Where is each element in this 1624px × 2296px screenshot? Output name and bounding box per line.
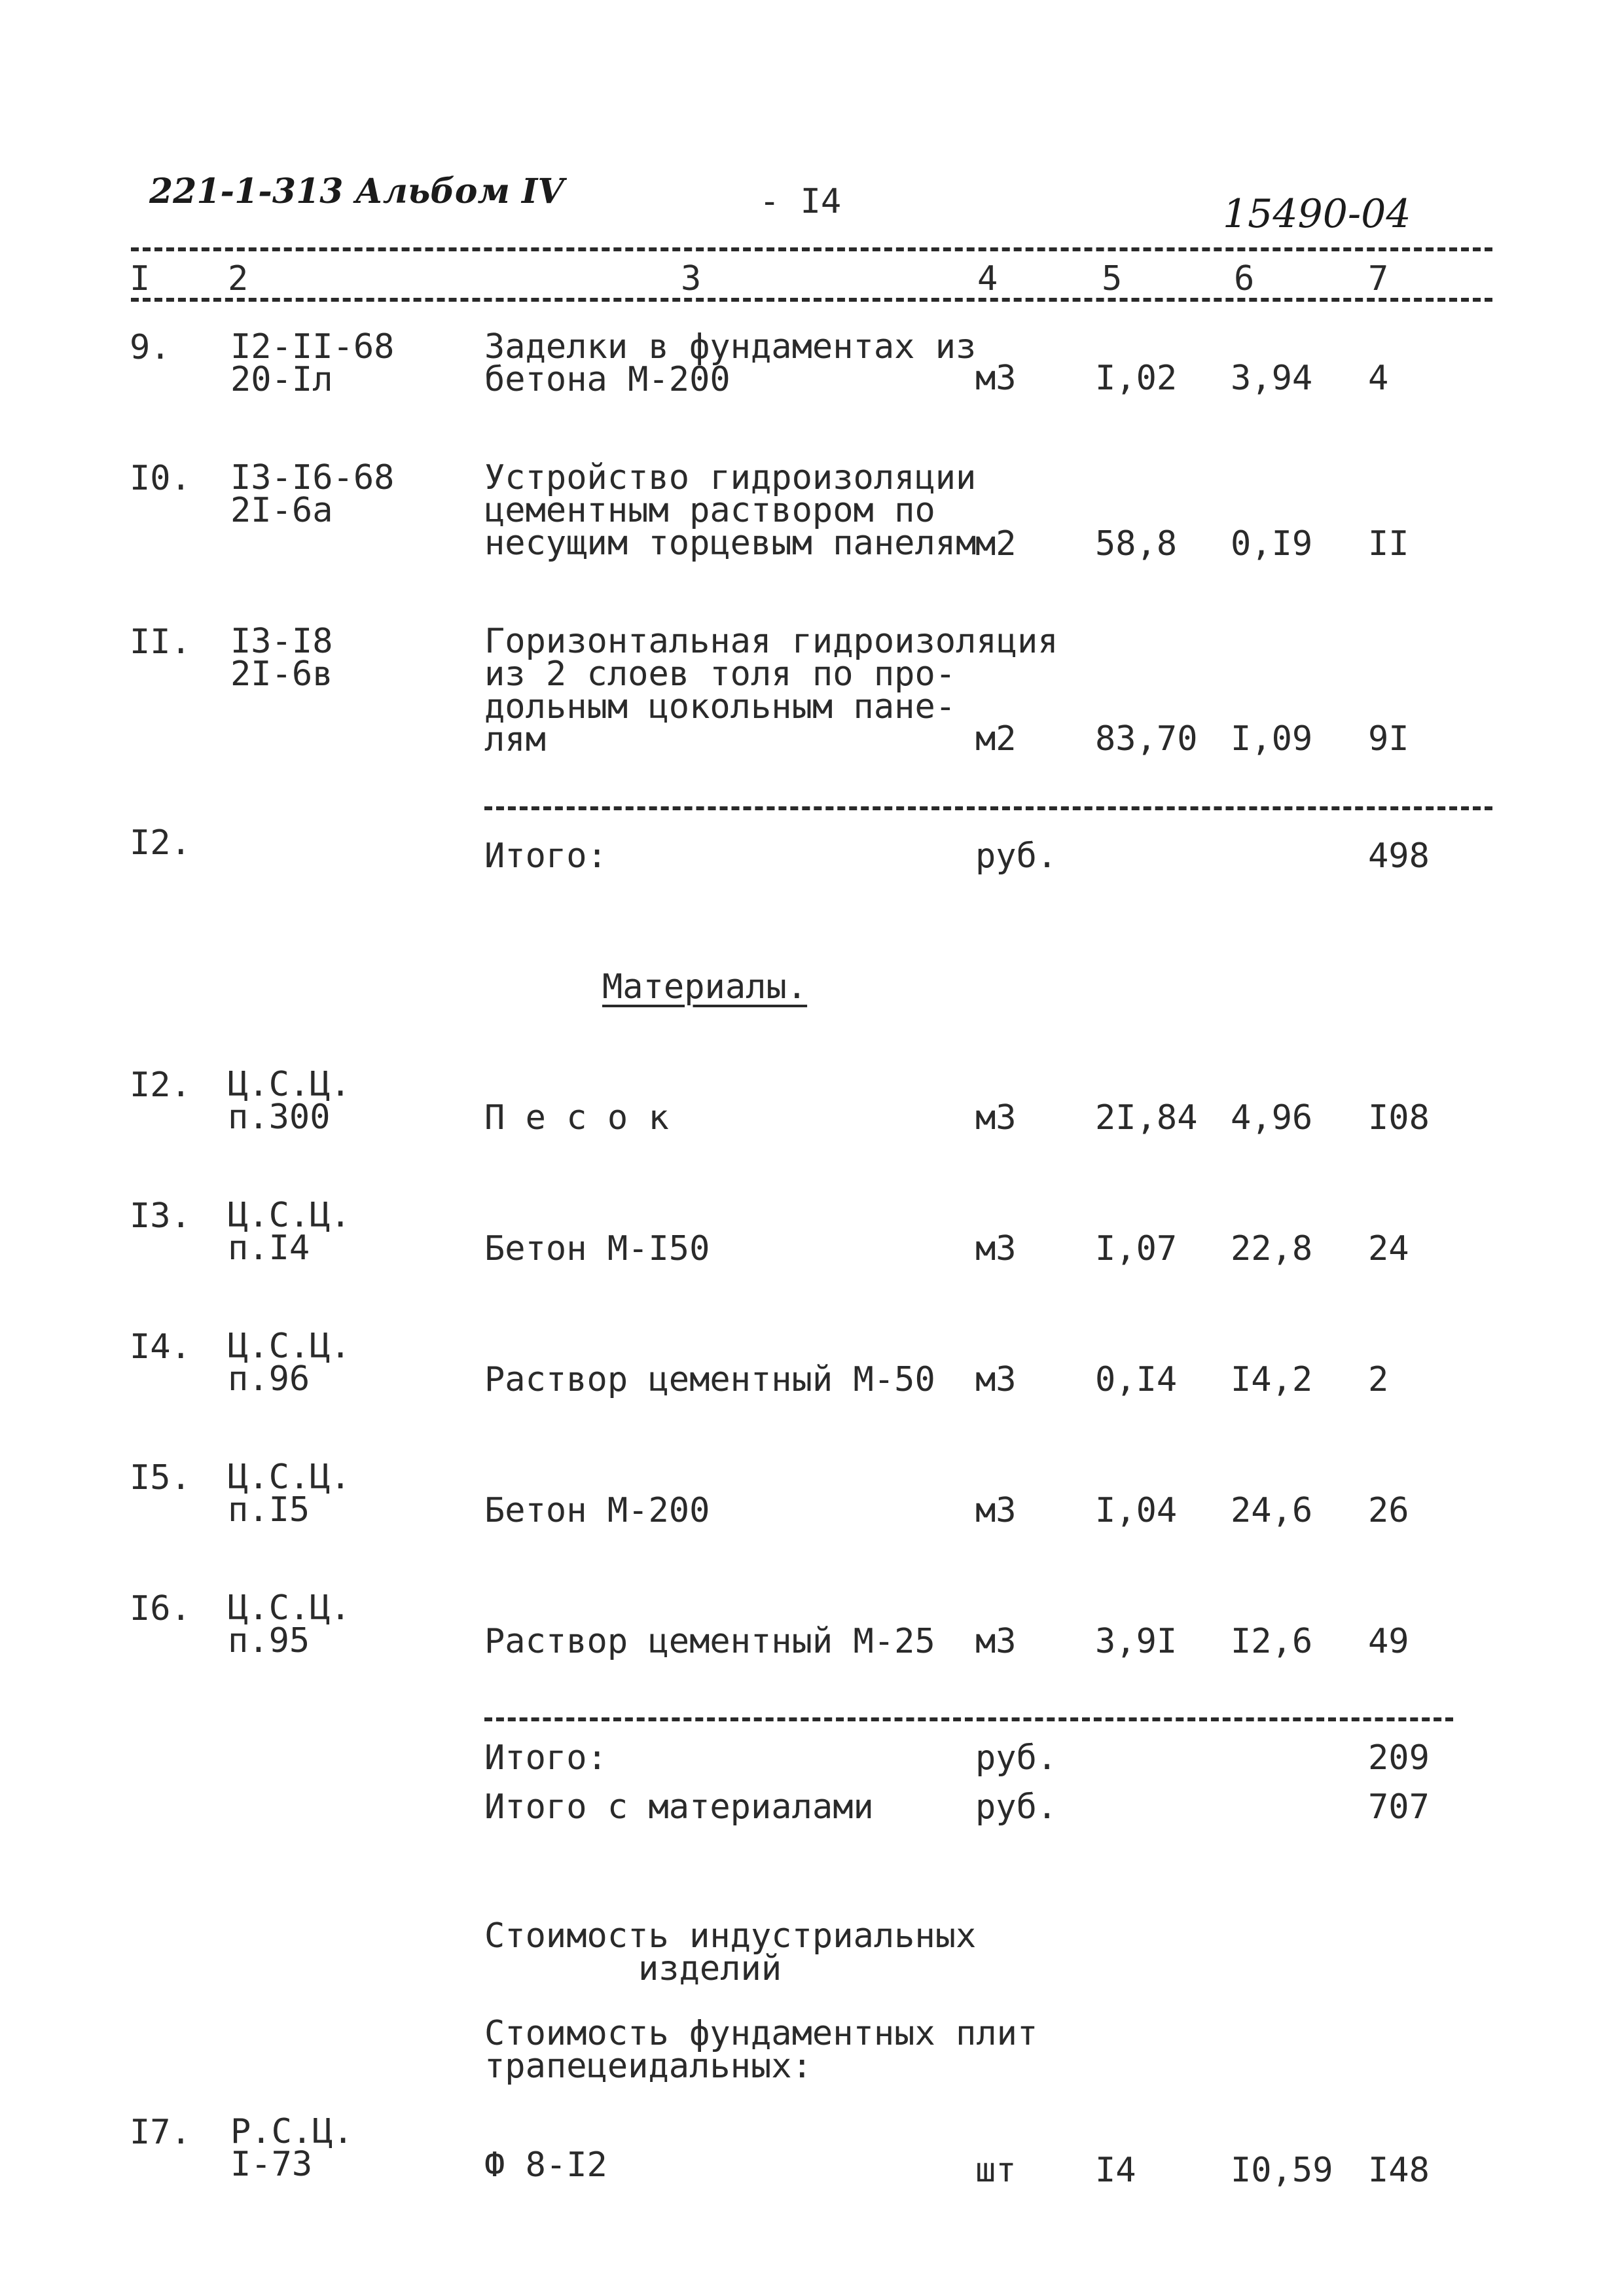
row-description <box>484 327 977 399</box>
code-line: п.95 <box>228 1621 310 1660</box>
row-number: II. <box>130 622 191 662</box>
row-price: I,09 <box>1231 719 1313 759</box>
code-line: I2-II-68 <box>230 327 395 367</box>
row-total: I48 <box>1368 2151 1430 2190</box>
code-line: Ц.С.Ц. <box>228 1588 351 1628</box>
subtotal-total: 498 <box>1368 836 1430 876</box>
code-line: Ц.С.Ц. <box>228 1458 351 1497</box>
desc-line: дольным цокольным пане- <box>484 687 956 726</box>
row-total: 49 <box>1368 1622 1409 1661</box>
subtotal-total: 209 <box>1368 1738 1430 1778</box>
row-total: I08 <box>1368 1098 1430 1138</box>
row-number: I3. <box>130 1196 191 1236</box>
row-code <box>228 1065 351 1137</box>
row-code <box>230 458 395 530</box>
column-header-7: 7 <box>1368 259 1389 298</box>
row-description: Раствор цементный М-50 <box>484 1360 935 1399</box>
row-code <box>228 1458 351 1530</box>
plates-heading-line: трапецеидальных: <box>484 2047 812 2086</box>
row-price: I2,6 <box>1231 1622 1313 1661</box>
row-quantity: 2I,84 <box>1095 1098 1198 1138</box>
row-description: Ф 8-I2 <box>484 2145 607 2185</box>
row-unit: м3 <box>975 359 1017 398</box>
row-unit: м2 <box>975 524 1017 564</box>
row-description <box>484 458 977 563</box>
materials-heading: Материалы. <box>602 967 808 1007</box>
row-number: I0. <box>130 459 191 498</box>
subtotal-label: Итого: <box>484 1738 607 1778</box>
row-price: I0,59 <box>1231 2151 1333 2190</box>
handwritten-doc-number: 15490-04 <box>1223 191 1411 237</box>
subtotal-unit: руб. <box>975 1738 1058 1778</box>
desc-line: лям <box>484 720 546 759</box>
row-total: 24 <box>1368 1229 1409 1268</box>
code-line: п.I4 <box>228 1229 310 1268</box>
row-quantity: I,04 <box>1095 1491 1178 1530</box>
grand-total-label: Итого с материалами <box>484 1787 874 1827</box>
row-quantity: I4 <box>1095 2151 1136 2190</box>
row-unit: м2 <box>975 719 1017 759</box>
row-total: 4 <box>1368 359 1389 398</box>
header-rule-bottom <box>131 298 1492 302</box>
row-description: Бетон М-200 <box>484 1491 710 1530</box>
row-description <box>484 622 1058 759</box>
code-line: I3-I6-68 <box>230 458 395 497</box>
plates-heading-line: Стоимость фундаментных плит <box>484 2014 1038 2053</box>
row-total: 2 <box>1368 1360 1389 1399</box>
code-line: Ц.С.Ц. <box>228 1196 351 1235</box>
row-unit: м3 <box>975 1491 1017 1530</box>
subtotal-unit: руб. <box>975 836 1058 876</box>
row-quantity: 0,I4 <box>1095 1360 1178 1399</box>
row-unit: м3 <box>975 1229 1017 1268</box>
row-price: I4,2 <box>1231 1360 1313 1399</box>
row-total: 26 <box>1368 1491 1409 1530</box>
desc-line: Горизонтальная гидроизоляция <box>484 622 1058 661</box>
code-line: п.I5 <box>228 1490 310 1530</box>
row-description: Бетон М-I50 <box>484 1229 710 1268</box>
subtotal-rule <box>484 1717 1453 1721</box>
header-rule-top <box>131 247 1492 251</box>
code-line: Ц.С.Ц. <box>228 1065 351 1104</box>
row-quantity: I,02 <box>1095 359 1178 398</box>
subtotal-label: Итого: <box>484 836 607 876</box>
column-header-2: 2 <box>228 259 249 298</box>
column-header-6: 6 <box>1234 259 1255 298</box>
row-description: П е с о к <box>484 1098 669 1138</box>
row-unit: м3 <box>975 1360 1017 1399</box>
desc-line: несущим торцевым панелям <box>484 524 977 563</box>
row-price: 24,6 <box>1231 1491 1313 1530</box>
code-line: Ц.С.Ц. <box>228 1327 351 1366</box>
row-price: 3,94 <box>1231 359 1313 398</box>
row-code <box>228 1327 351 1399</box>
subtotal-rule <box>484 806 1492 810</box>
desc-line: цементным раствором по <box>484 491 935 530</box>
row-price: 0,I9 <box>1231 524 1313 564</box>
code-line: 20-Iл <box>230 360 333 399</box>
row-code <box>230 2112 353 2184</box>
row-description: Раствор цементный М-25 <box>484 1622 935 1661</box>
row-price: 22,8 <box>1231 1229 1313 1268</box>
column-header-1: I <box>130 259 151 298</box>
code-line: Р.С.Ц. <box>230 2112 353 2151</box>
row-quantity: 58,8 <box>1095 524 1178 564</box>
row-number: 9. <box>130 328 171 367</box>
row-unit: м3 <box>975 1622 1017 1661</box>
row-number: I7. <box>130 2113 191 2152</box>
desc-line: из 2 слоев толя по про- <box>484 655 956 694</box>
row-number: I4. <box>130 1327 191 1367</box>
column-header-5: 5 <box>1102 259 1123 298</box>
handwritten-album-ref: 221-1-313 Альбом IV <box>149 171 564 211</box>
row-code <box>228 1588 351 1660</box>
row-quantity: I,07 <box>1095 1229 1178 1268</box>
code-line: I3-I8 <box>230 622 333 661</box>
row-code <box>230 327 395 399</box>
code-line: 2I-6в <box>230 655 333 694</box>
code-line: 2I-6а <box>230 491 333 530</box>
code-line: п.96 <box>228 1359 310 1399</box>
code-line: п.300 <box>228 1098 331 1137</box>
row-unit: шт <box>975 2151 1017 2190</box>
desc-line: бетона М-200 <box>484 360 731 399</box>
row-code <box>228 1196 351 1268</box>
page-number: - I4 <box>759 182 842 221</box>
industrial-heading-line1: Стоимость индустриальных <box>484 1916 977 1956</box>
column-header-3: 3 <box>681 259 702 298</box>
row-quantity: 3,9I <box>1095 1622 1178 1661</box>
row-number: I2. <box>130 823 191 863</box>
row-number: I6. <box>130 1589 191 1628</box>
row-code <box>230 622 333 694</box>
row-number: I5. <box>130 1458 191 1498</box>
desc-line: Заделки в фундаментах из <box>484 327 977 367</box>
desc-line: Устройство гидроизоляции <box>484 458 977 497</box>
column-header-4: 4 <box>977 259 998 298</box>
row-unit: м3 <box>975 1098 1017 1138</box>
industrial-heading-line2: изделий <box>638 1949 782 1988</box>
row-number: I2. <box>130 1066 191 1105</box>
plates-heading <box>484 2014 1038 2086</box>
row-total: 9I <box>1368 719 1409 759</box>
grand-total-value: 707 <box>1368 1787 1430 1827</box>
row-total: II <box>1368 524 1409 564</box>
row-quantity: 83,70 <box>1095 719 1198 759</box>
code-line: I-73 <box>230 2145 313 2184</box>
grand-total-unit: руб. <box>975 1787 1058 1827</box>
row-price: 4,96 <box>1231 1098 1313 1138</box>
